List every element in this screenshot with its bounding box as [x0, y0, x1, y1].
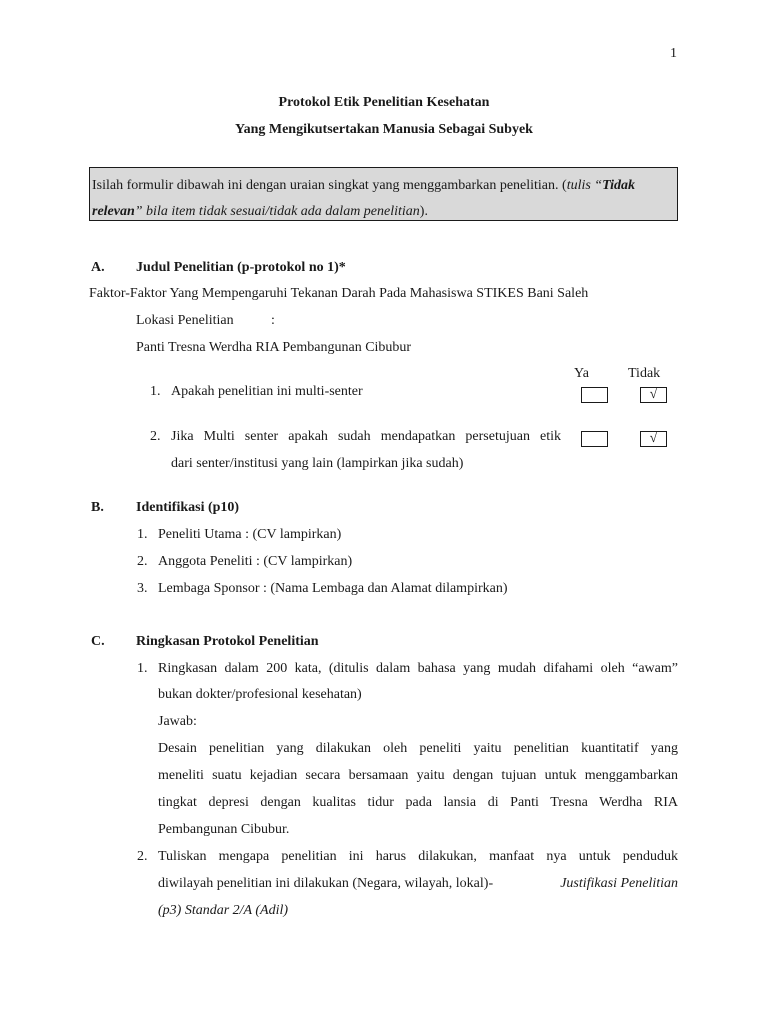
question-2-number: 2.	[150, 429, 161, 444]
section-c-item-1-line1: Ringkasan dalam 200 kata, (ditulis dalam bahasa yang mudah difahami oleh “awam”	[158, 661, 678, 676]
document-title: Protokol Etik Penelitian Kesehatan	[278, 95, 490, 110]
question-2-line1: Jika Multi senter apakah sudah mendapatkan persetujuan etik	[171, 429, 561, 444]
instruction-box	[89, 167, 678, 221]
lokasi-colon: :	[271, 313, 275, 328]
instruction-bold-tidak: Tidak	[602, 178, 636, 193]
jawab-label: Jawab:	[158, 714, 197, 729]
question-1-text: Apakah penelitian ini multi-senter	[171, 384, 363, 399]
section-b-item-3-number: 3.	[137, 581, 148, 596]
section-b-heading: Identifikasi (p10)	[136, 500, 240, 515]
instruction-end: ).	[419, 204, 428, 219]
section-c-heading: Ringkasan Protokol Penelitian	[136, 634, 319, 649]
section-b-item-2: Anggota Peneliti : (CV lampirkan)	[158, 554, 353, 569]
q2-tidak-checkbox[interactable]: √	[640, 431, 667, 447]
document-subtitle: Yang Mengikutsertakan Manusia Sebagai Subyek	[235, 122, 533, 137]
section-a-letter: A.	[91, 260, 105, 275]
section-c-item-1-number: 1.	[137, 661, 148, 676]
section-c-item-2-number: 2.	[137, 849, 148, 864]
q1-ya-checkbox[interactable]	[581, 387, 608, 403]
instruction-bold-relevan: relevan	[92, 204, 135, 219]
answer-line-2: meneliti suatu kejadian secara bersamaan yaitu dengan tujuan untuk menggambarkan	[158, 768, 678, 783]
instruction-italic-open: tulis “	[566, 178, 603, 193]
section-b-item-1: Peneliti Utama : (CV lampirkan)	[158, 527, 342, 542]
justifikasi-label: Justifikasi Penelitian	[560, 876, 678, 891]
answer-line-4: Pembangunan Cibubur.	[158, 822, 290, 837]
section-b-letter: B.	[91, 500, 104, 515]
q2-ya-checkbox[interactable]	[581, 431, 608, 447]
instruction-italic-close: ” bila item tidak sesuai/tidak ada dalam penelitian	[134, 204, 420, 219]
column-ya-header: Ya	[574, 366, 589, 381]
section-a-heading: Judul Penelitian (p-protokol no 1)*	[136, 260, 346, 275]
section-b-item-1-number: 1.	[137, 527, 148, 542]
section-c-item-2-line3: (p3) Standar 2/A (Adil)	[158, 903, 289, 918]
q1-tidak-checkbox[interactable]: √	[640, 387, 667, 403]
section-c-item-1-line2: bukan dokter/profesional kesehatan)	[158, 687, 362, 702]
question-2-line2: dari senter/institusi yang lain (lampirkan jika sudah)	[171, 456, 464, 471]
section-b-item-3: Lembaga Sponsor : (Nama Lembaga dan Alamat dilampirkan)	[158, 581, 508, 596]
column-tidak-header: Tidak	[628, 366, 661, 381]
answer-line-3: tingkat depresi dengan kualitas tidur pada lansia di Panti Tresna Werdha RIA	[158, 795, 678, 810]
research-title: Faktor-Faktor Yang Mempengaruhi Tekanan Darah Pada Mahasiswa STIKES Bani Saleh	[89, 286, 589, 301]
answer-line-1: Desain penelitian yang dilakukan oleh peneliti yaitu penelitian kuantitatif yang	[158, 741, 678, 756]
lokasi-label: Lokasi Penelitian	[136, 313, 234, 328]
section-c-item-2-line2-text: diwilayah penelitian ini dilakukan (Negara, wilayah, lokal)-	[158, 876, 497, 891]
section-c-item-2-line1: Tuliskan mengapa penelitian ini harus dilakukan, manfaat nya untuk penduduk	[158, 849, 678, 864]
section-c-letter: C.	[91, 634, 105, 649]
lokasi-value: Panti Tresna Werdha RIA Pembangunan Cibubur	[136, 340, 412, 355]
instruction-text: Isilah formulir dibawah ini dengan uraian singkat yang menggambarkan penelitian. (	[92, 178, 567, 193]
section-c-item-2-line2	[158, 876, 678, 892]
page-number: 1	[670, 46, 677, 61]
question-1-number: 1.	[150, 384, 161, 399]
section-b-item-2-number: 2.	[137, 554, 148, 569]
